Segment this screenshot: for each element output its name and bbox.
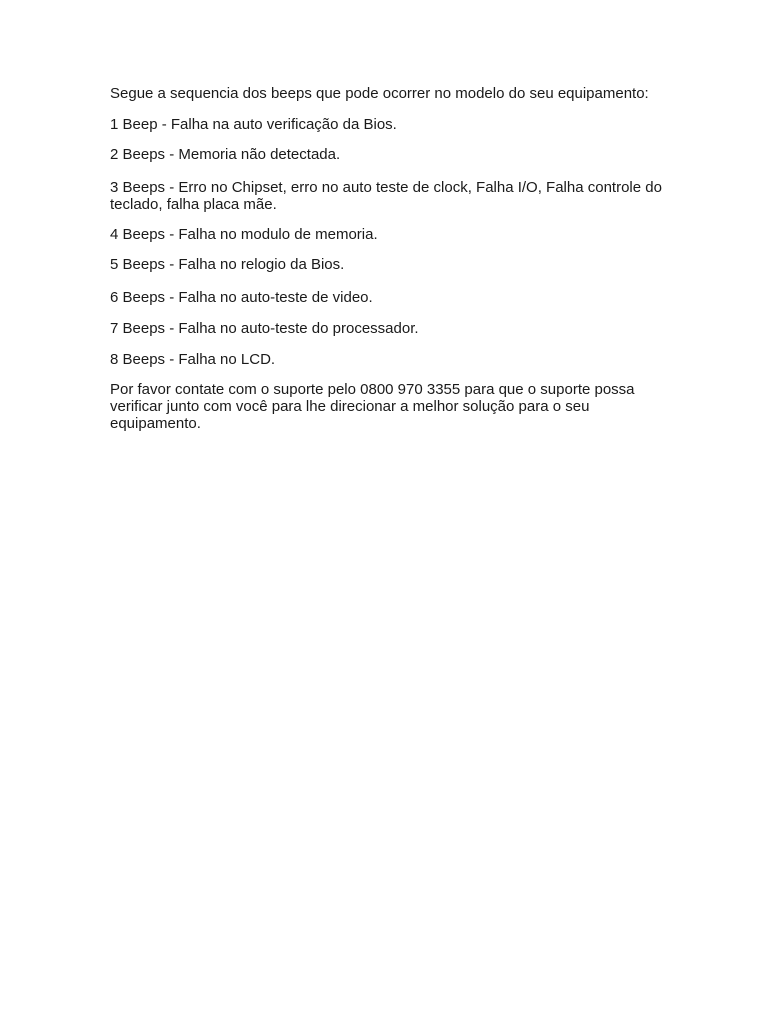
- beep-item-1: 1 Beep - Falha na auto verificação da Bios.: [110, 116, 397, 133]
- beep-item-8: 8 Beeps - Falha no LCD.: [110, 351, 276, 368]
- closing-paragraph: Por favor contate com o suporte pelo 0800 970 3355 para que o suporte possa verificar junto com você para lhe direcionar a melhor solução para o seu equipamento.: [110, 381, 635, 432]
- beep-item-7: 7 Beeps - Falha no auto-teste do processador.: [110, 320, 419, 337]
- beep-item-2: 2 Beeps - Memoria não detectada.: [110, 146, 341, 163]
- beep-item-3: 3 Beeps - Erro no Chipset, erro no auto teste de clock, Falha I/O, Falha controle do teclado, falha placa mãe.: [110, 179, 662, 213]
- beep-item-6: 6 Beeps - Falha no auto-teste de video.: [110, 289, 373, 306]
- intro-paragraph: Segue a sequencia dos beeps que pode ocorrer no modelo do seu equipamento:: [110, 85, 649, 102]
- document-body: [110, 85, 670, 432]
- beep-item-4: 4 Beeps - Falha no modulo de memoria.: [110, 226, 378, 243]
- beep-item-5: 5 Beeps - Falha no relogio da Bios.: [110, 256, 345, 273]
